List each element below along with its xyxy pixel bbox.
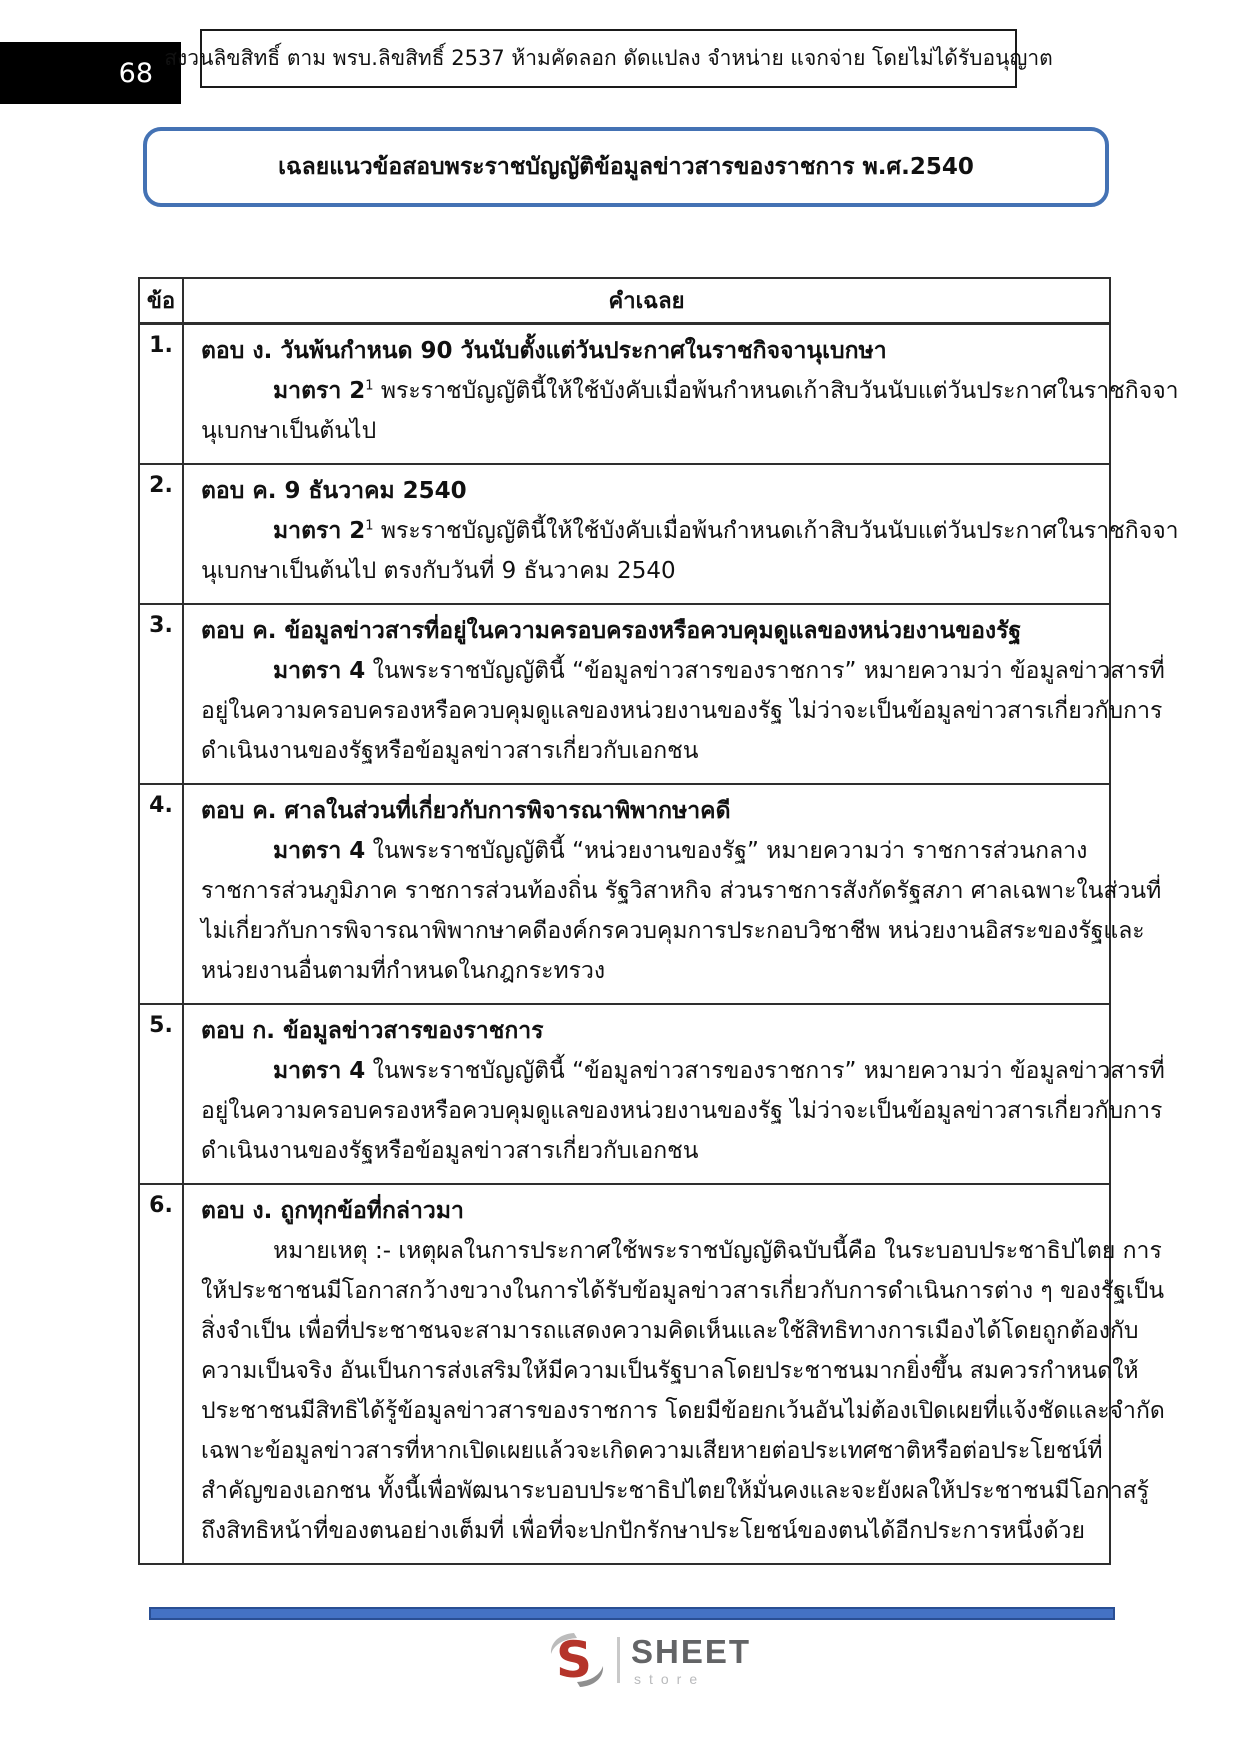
answer-text-line: อยู่ในความครอบครองหรือควบคุมดูแลของหน่วยงานของรัฐ ไม่ว่าจะเป็นข้อมูลข่าวสารเกี่ยวกับการ (201, 1097, 1163, 1124)
svg-text:S: S (556, 1632, 593, 1688)
answer-text-line: ตอบ ค. ข้อมูลข่าวสารที่อยู่ในความครอบครองหรือควบคุมดูแลของหน่วยงานของรัฐ (201, 617, 1022, 644)
logo-text (631, 1632, 752, 1687)
answer-text-line: มาตรา 4 ในพระราชบัญญัตินี้ “ข้อมูลข่าวสารของราชการ” หมายความว่า ข้อมูลข่าวสารที่ (273, 1057, 1165, 1084)
logo-divider (617, 1637, 620, 1683)
question-number: 1. (139, 323, 183, 464)
answers-table-header (139, 278, 1110, 323)
question-number: 6. (139, 1184, 183, 1564)
table-row (139, 604, 1110, 784)
answers-table-body (139, 323, 1179, 1564)
answer-text-line: ดำเนินงานของรัฐหรือข้อมูลข่าวสารเกี่ยวกับเอกชน (201, 1137, 699, 1164)
page-number: 68 (118, 57, 153, 89)
answer-text-line: สำคัญของเอกชน ทั้งนี้เพื่อพัฒนาระบอบประชาธิปไตยให้มั่นคงและจะยังผลให้ประชาชนมีโอกาสรู้ (201, 1477, 1150, 1504)
table-row (139, 1184, 1110, 1564)
answer-text-line: ดำเนินงานของรัฐหรือข้อมูลข่าวสารเกี่ยวกับเอกชน (201, 737, 699, 764)
title-box (143, 127, 1109, 207)
answer-cell (183, 604, 1165, 784)
column-header-answer: คำเฉลย (183, 278, 1110, 323)
answer-text-line: ตอบ ง. วันพ้นกำหนด 90 วันนับตั้งแต่วันประกาศในราชกิจจานุเบกษา (201, 337, 887, 364)
answer-text-line: หน่วยงานอื่นตามที่กำหนดในกฎกระทรวง (201, 957, 606, 984)
answer-cell (183, 1004, 1165, 1184)
answer-text-line: ตอบ ค. 9 ธันวาคม 2540 (201, 477, 467, 504)
answers-table (138, 277, 1179, 1565)
answer-text-line: ตอบ ค. ศาลในส่วนที่เกี่ยวกับการพิจารณาพิพากษาคดี (201, 797, 731, 824)
copyright-notice-box (164, 29, 1053, 88)
answer-text-line: ถึงสิทธิหน้าที่ของตนอย่างเต็มที่ เพื่อที่จะปกปักรักษาประโยชน์ของตนได้อีกประการหนึ่งด้วย (201, 1517, 1085, 1544)
answer-text-line: อยู่ในความครอบครองหรือควบคุมดูแลของหน่วยงานของรัฐ ไม่ว่าจะเป็นข้อมูลข่าวสารเกี่ยวกับการ (201, 697, 1163, 724)
answer-text-line: ความเป็นจริง อันเป็นการส่งเสริมให้มีความเป็นรัฐบาลโดยประชาชนมากยิ่งขึ้น สมควรกำหนดให้ (201, 1357, 1139, 1384)
answer-text-line: ตอบ ง. ถูกทุกข้อที่กล่าวมา (201, 1197, 464, 1224)
answer-text-line: นุเบกษาเป็นต้นไป (201, 417, 377, 444)
page-title: เฉลยแนวข้อสอบพระราชบัญญัติข้อมูลข่าวสารของราชการ พ.ศ.2540 (278, 154, 974, 180)
question-number: 2. (139, 464, 183, 604)
answer-text-line: ไม่เกี่ยวกับการพิจารณาพิพากษาคดีองค์กรควบคุมการประกอบวิชาชีพ หน่วยงานอิสระของรัฐและ (201, 917, 1145, 944)
logo-name: SHEET (631, 1632, 752, 1670)
copyright-notice: สงวนลิขสิทธิ์ ตาม พรบ.ลิขสิทธิ์ 2537 ห้ามคัดลอก ดัดแปลง จำหน่าย แจกจ่าย โดยไม่ได้รับอนุญาต (164, 46, 1053, 70)
answer-text-line: นุเบกษาเป็นต้นไป ตรงกับวันที่ 9 ธันวาคม 2540 (201, 557, 676, 584)
answer-text-line: ตอบ ก. ข้อมูลข่าวสารของราชการ (201, 1017, 544, 1044)
table-row (139, 784, 1110, 1004)
header-row (139, 278, 1110, 323)
logo-subtitle: store (634, 1670, 706, 1687)
column-header-no: ข้อ (139, 278, 183, 323)
answer-text-line: มาตรา $2^1$ พระราชบัญญัตินี้ให้ใช้บังคับเมื่อพ้นกำหนดเก้าสิบวันนับแต่วันประกาศในราชกิจจา (273, 517, 1179, 544)
answer-text-line: เฉพาะข้อมูลข่าวสารที่หากเปิดเผยแล้วจะเกิดความเสียหายต่อประเทศชาติหรือต่อประโยชน์ที่ (201, 1437, 1103, 1464)
answer-cell (183, 323, 1179, 464)
answer-text-line: ราชการส่วนภูมิภาค ราชการส่วนท้องถิ่น รัฐวิสาหกิจ ส่วนราชการสังกัดรัฐสภา ศาลเฉพาะในส่วนที่ (201, 877, 1162, 904)
answer-text-line: สิ่งจำเป็น เพื่อที่ประชาชนจะสามารถแสดงความคิดเห็นและใช้สิทธิทางการเมืองได้โดยถูกต้องกับ (201, 1317, 1139, 1344)
answer-text-line: มาตรา 4 ในพระราชบัญญัตินี้ “ข้อมูลข่าวสารของราชการ” หมายความว่า ข้อมูลข่าวสารที่ (273, 657, 1165, 684)
question-number: 3. (139, 604, 183, 784)
table-row (139, 1004, 1110, 1184)
question-number: 5. (139, 1004, 183, 1184)
answer-cell (183, 784, 1162, 1004)
footer-divider-bar (149, 1607, 1115, 1620)
answer-text-line: มาตรา 4 ในพระราชบัญญัตินี้ “หน่วยงานของรัฐ” หมายความว่า ราชการส่วนกลาง (273, 837, 1088, 864)
answer-text-line: ประชาชนมีสิทธิได้รู้ข้อมูลข่าวสารของราชการ โดยมีข้อยกเว้นอันไม่ต้องเปิดเผยที่แจ้งชัดและจำกัด (201, 1397, 1165, 1424)
page-number-box (0, 42, 181, 104)
sheet-store-s-icon (548, 1632, 606, 1688)
question-number: 4. (139, 784, 183, 1004)
table-row (139, 323, 1110, 464)
answer-cell (183, 1184, 1165, 1564)
sheet-store-logo (548, 1632, 751, 1688)
answer-cell (183, 464, 1179, 604)
table-row (139, 464, 1110, 604)
answer-text-line: มาตรา $2^1$ พระราชบัญญัตินี้ให้ใช้บังคับเมื่อพ้นกำหนดเก้าสิบวันนับแต่วันประกาศในราชกิจจา (273, 377, 1179, 404)
answer-text-line: ให้ประชาชนมีโอกาสกว้างขวางในการได้รับข้อมูลข่าวสารเกี่ยวกับการดำเนินการต่าง ๆ ของรัฐเป็น (201, 1277, 1165, 1304)
answer-text-line: หมายเหตุ :- เหตุผลในการประกาศใช้พระราชบัญญัติฉบับนี้คือ ในระบอบประชาธิปไตย การ (273, 1237, 1162, 1264)
